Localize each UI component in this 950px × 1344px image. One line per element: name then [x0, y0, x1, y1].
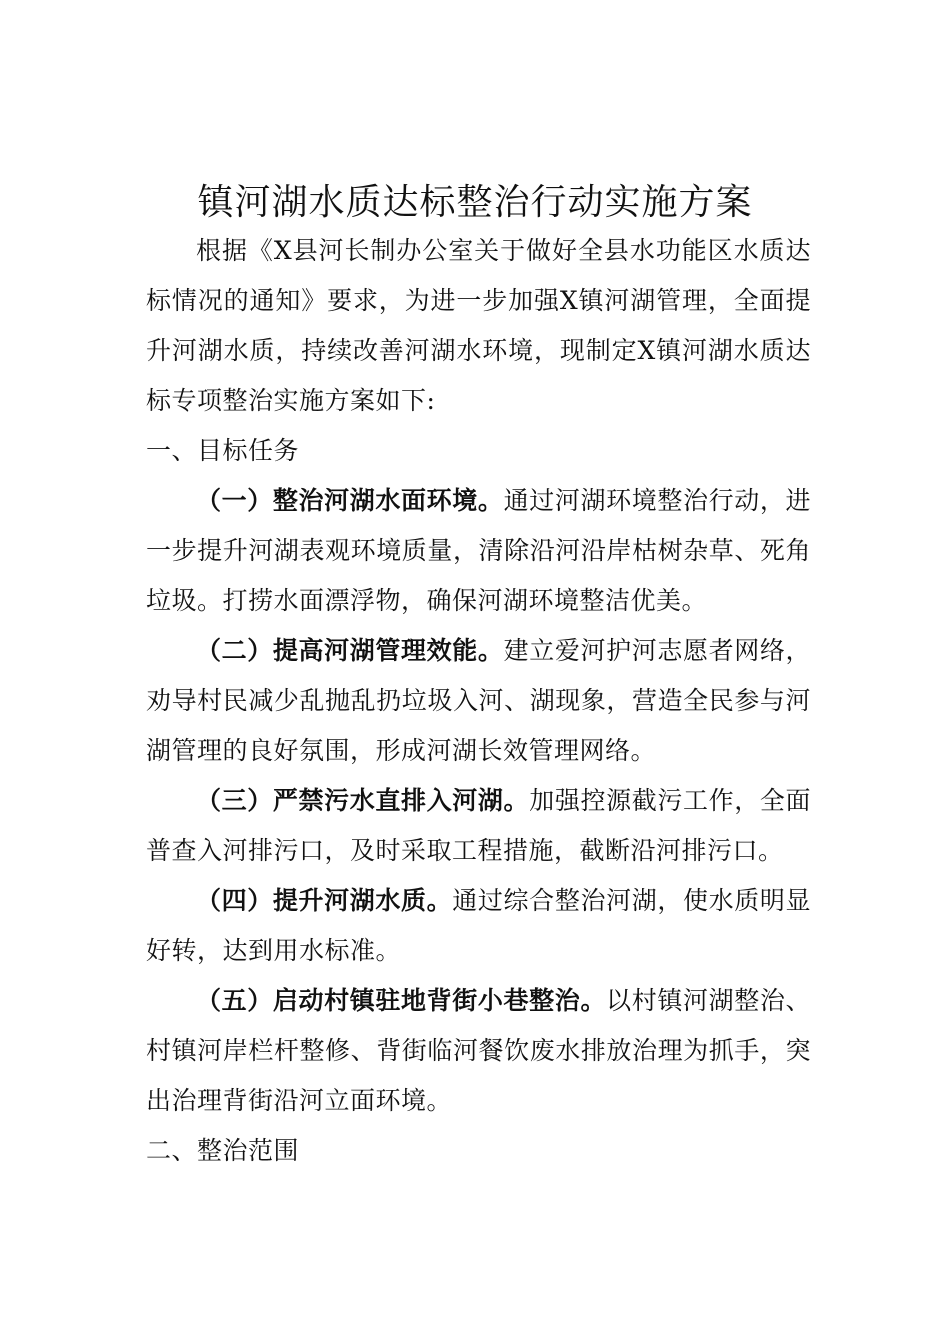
goal-item-1-text: 通过河湖环境整治行动，进一步提升河湖表观环境质量，清除沿河沿岸枯树杂草、死角垃圾。打捞水面漂浮物，确保河湖环境整洁优美。: [146, 486, 811, 615]
section-heading-goals: 一、目标任务: [146, 436, 300, 465]
goal-item-1: [146, 476, 811, 626]
document-body: [146, 226, 811, 1176]
goal-item-3: [146, 776, 811, 876]
goal-item-4: [146, 876, 811, 976]
document-title: 镇河湖水质达标整治行动实施方案: [197, 182, 753, 223]
intro-paragraph: 根据《X县河长制办公室关于做好全县水功能区水质达标情况的通知》要求，为进一步加强X镇河湖管理，全面提升河湖水质，持续改善河湖水环境，现制定X镇河湖水质达标专项整治实施方案如下:: [146, 236, 811, 415]
goal-item-2: [146, 626, 811, 776]
goal-item-3-text: 加强控源截污工作，全面普查入河排污口，及时采取工程措施，截断沿河排污口。: [146, 786, 811, 865]
goal-item-5: [146, 976, 811, 1126]
goal-item-4-lead: （四）提升河湖水质。: [196, 886, 453, 915]
section-heading-scope: 二、整治范围: [146, 1136, 300, 1165]
goal-item-1-lead: （一）整治河湖水面环境。: [196, 486, 504, 515]
goal-item-2-lead: （二）提高河湖管理效能。: [196, 636, 504, 665]
goal-item-5-lead: （五）启动村镇驻地背街小巷整治。: [196, 986, 607, 1015]
goal-item-3-lead: （三）严禁污水直排入河湖。: [196, 786, 530, 815]
goal-item-4-text: 通过综合整治河湖，使水质明显好转，达到用水标准。: [146, 886, 811, 965]
goal-item-5-text: 以村镇河湖整治、村镇河岸栏杆整修、背街临河餐饮废水排放治理为抓手，突出治理背街沿河立面环境。: [146, 986, 811, 1115]
goal-item-2-text: 建立爱河护河志愿者网络，劝导村民减少乱抛乱扔垃圾入河、湖现象，营造全民参与河湖管理的良好氛围，形成河湖长效管理网络。: [146, 636, 811, 765]
